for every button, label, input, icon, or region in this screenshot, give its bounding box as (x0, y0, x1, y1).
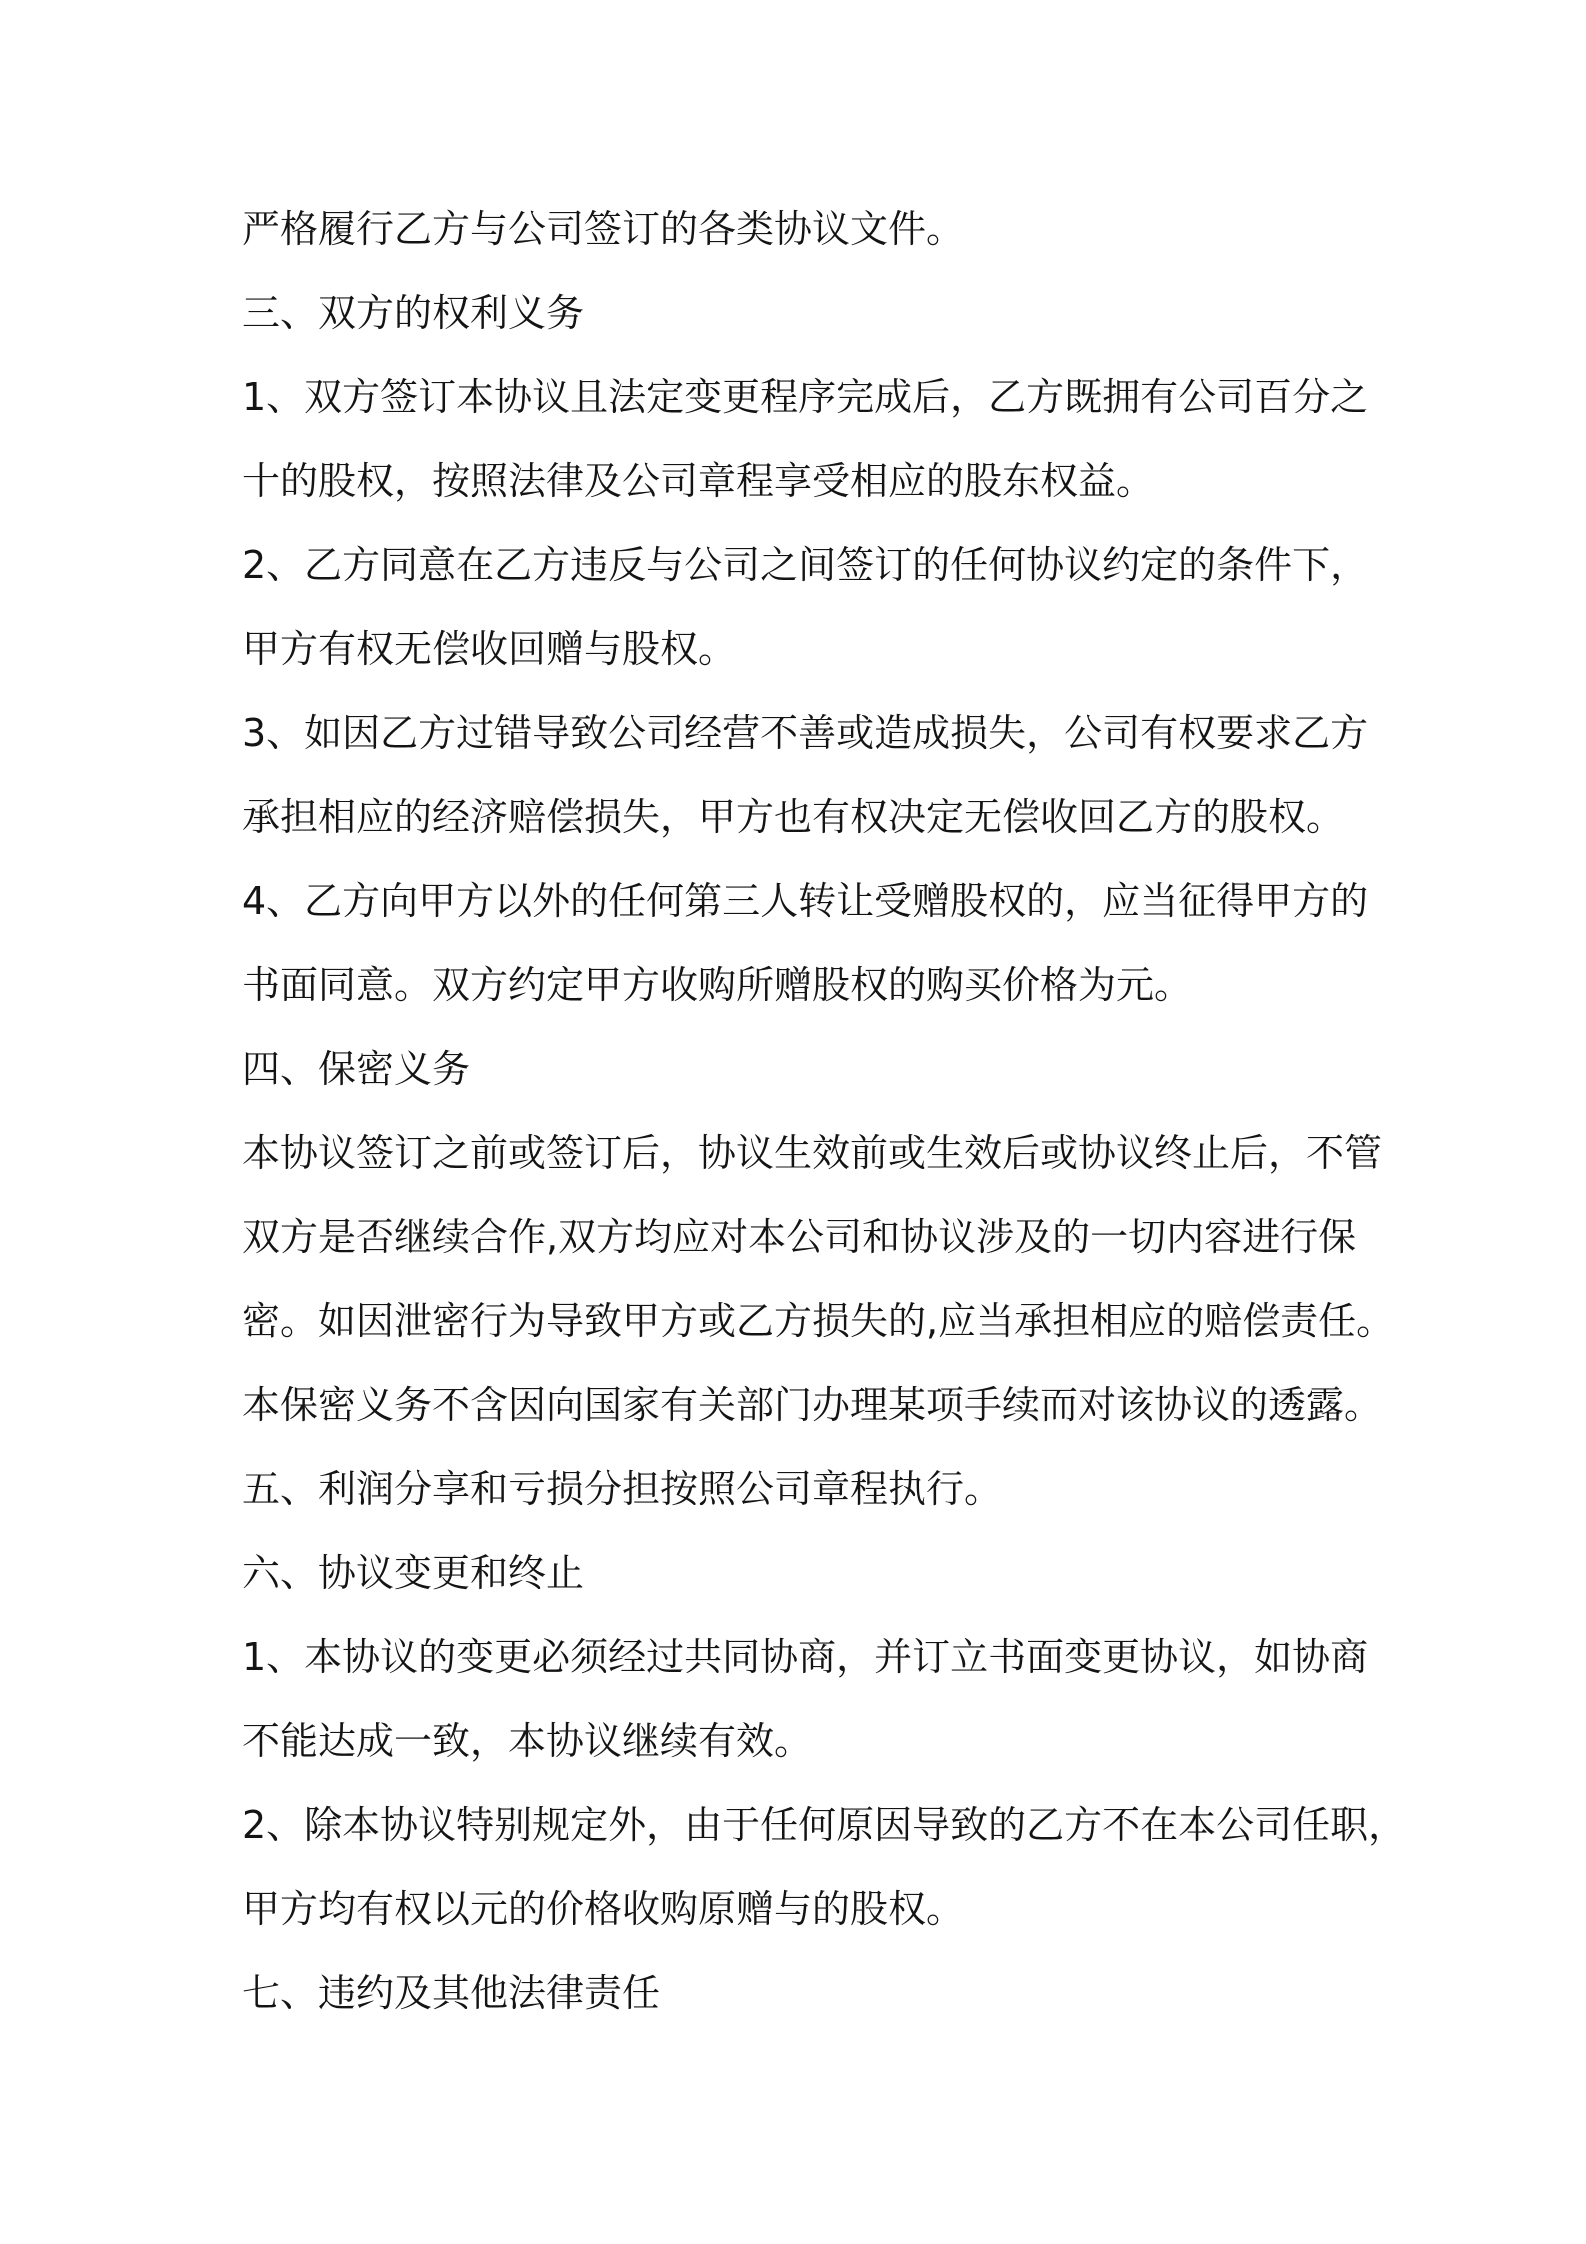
text-line-5: 2、乙方同意在乙方违反与公司之间签订的任何协议约定的条件下， (242, 543, 1369, 587)
text-line-10: 书面同意。双方约定甲方收购所赠股权的购买价格为元。 (242, 963, 1193, 1007)
text-line-12: 本协议签订之前或签订后，协议生效前或生效后或协议终止后，不管 (242, 1131, 1383, 1175)
text-line-8: 承担相应的经济赔偿损失，甲方也有权决定无偿收回乙方的股权。 (242, 795, 1345, 839)
text-line-1: 严格履行乙方与公司签订的各类协议文件。 (242, 207, 965, 251)
section-heading-profit-sharing: 五、利润分享和亏损分担按照公司章程执行。 (242, 1467, 1003, 1511)
text-line-14: 密。如因泄密行为导致甲方或乙方损失的,应当承担相应的赔偿责任。 (242, 1299, 1395, 1343)
section-heading-breach-liability: 七、违约及其他法律责任 (242, 1971, 661, 2015)
section-heading-confidentiality: 四、保密义务 (242, 1047, 471, 1091)
text-line-20: 2、除本协议特别规定外，由于任何原因导致的乙方不在本公司任职， (242, 1803, 1407, 1847)
section-heading-amendment-termination: 六、协议变更和终止 (242, 1551, 585, 1595)
text-line-9: 4、乙方向甲方以外的任何第三人转让受赠股权的，应当征得甲方的 (242, 879, 1369, 923)
text-line-19: 不能达成一致，本协议继续有效。 (242, 1719, 813, 1763)
text-line-3: 1、双方签订本协议且法定变更程序完成后，乙方既拥有公司百分之 (242, 375, 1369, 419)
text-line-15: 本保密义务不含因向国家有关部门办理某项手续而对该协议的透露。 (242, 1383, 1383, 1427)
text-line-4: 十的股权，按照法律及公司章程享受相应的股东权益。 (242, 459, 1155, 503)
section-heading-rights-obligations: 三、双方的权利义务 (242, 291, 585, 335)
text-line-6: 甲方有权无偿收回赠与股权。 (242, 627, 737, 671)
text-line-21: 甲方均有权以元的价格收购原赠与的股权。 (242, 1887, 965, 1931)
text-line-18: 1、本协议的变更必须经过共同协商，并订立书面变更协议，如协商 (242, 1635, 1369, 1679)
text-line-7: 3、如因乙方过错导致公司经营不善或造成损失，公司有权要求乙方 (242, 711, 1369, 755)
text-line-13: 双方是否继续合作,双方均应对本公司和协议涉及的一切内容进行保 (242, 1215, 1357, 1259)
